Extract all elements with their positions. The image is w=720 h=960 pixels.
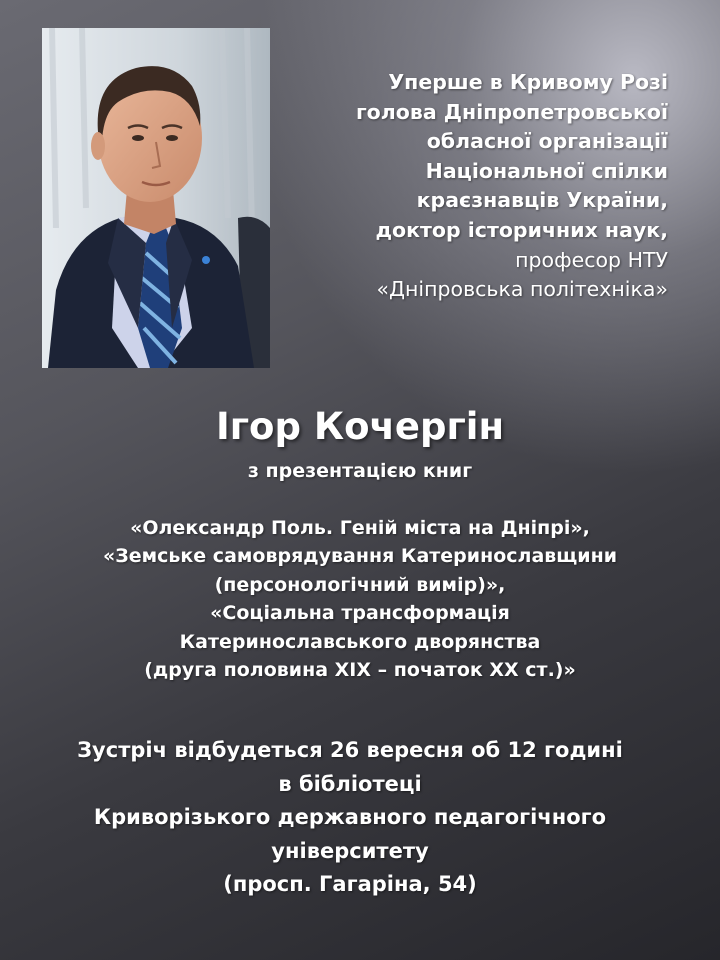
- book-line: Катеринославського дворянства: [179, 630, 541, 653]
- book-list: [0, 514, 720, 684]
- intro-text: [268, 68, 668, 305]
- intro-line: «Дніпровська політехніка»: [376, 277, 668, 302]
- intro-line: професор НТУ: [515, 247, 668, 272]
- intro-line: Уперше в Кривому Розі: [388, 70, 668, 94]
- meeting-line: університету: [271, 838, 429, 863]
- intro-line: краєзнавців України,: [416, 188, 668, 213]
- speaker-name: Ігор Кочергін: [215, 405, 505, 448]
- book-line: «Земське самоврядування Катеринославщини: [102, 545, 618, 568]
- meeting-line: в бібліотеці: [278, 771, 422, 796]
- book-line: (персонологічний вимір)»,: [214, 573, 506, 596]
- speaker-subtitle: з презентацією книг: [247, 460, 473, 482]
- book-line: «Соціальна трансформація: [210, 602, 510, 625]
- meeting-line: Зустріч відбудеться 26 вересня об 12 годині: [77, 738, 623, 762]
- meeting-line: (просп. Гагаріна, 54): [223, 872, 477, 897]
- intro-line: доктор історичних наук,: [375, 217, 668, 242]
- intro-line: Національної спілки: [425, 158, 668, 183]
- speaker-photo: [42, 28, 270, 368]
- book-line: «Олександр Поль. Геній міста на Дніпрі»,: [130, 517, 590, 539]
- meeting-info: [0, 734, 700, 902]
- book-line: (друга половина XIX – початок XX ст.)»: [144, 659, 576, 682]
- meeting-line: Криворізького державного педагогічного: [93, 805, 607, 830]
- intro-line: голова Дніпропетровської: [355, 99, 668, 124]
- intro-line: обласної організації: [426, 129, 668, 154]
